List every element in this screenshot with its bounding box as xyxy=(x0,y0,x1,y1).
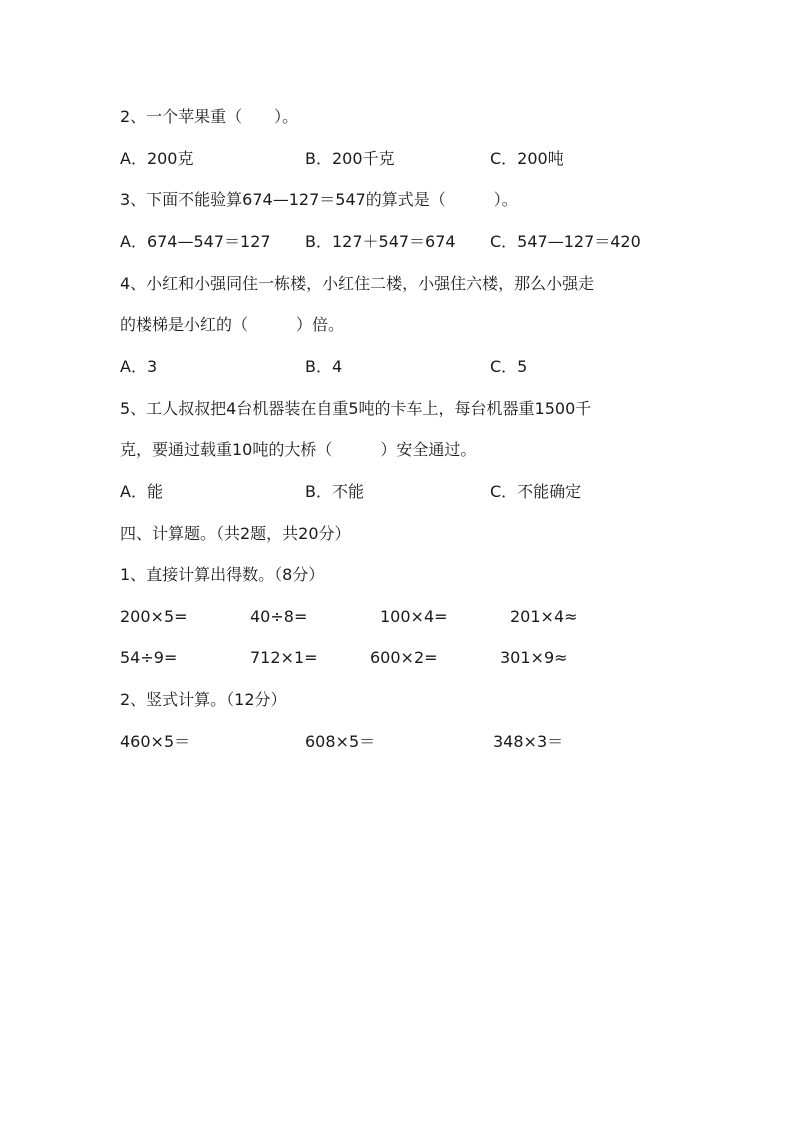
section-4-q2-title: 2、竖式计算。（12分） xyxy=(120,690,287,709)
calc-item: 100×4= xyxy=(380,607,448,626)
question-4-option-b: B．4 xyxy=(305,357,343,376)
question-5-option-a: A．能 xyxy=(120,482,163,501)
section-4-q1-title: 1、直接计算出得数。（8分） xyxy=(120,565,325,584)
calc-item: 600×2= xyxy=(370,648,438,667)
question-4-option-c: C．5 xyxy=(490,357,528,376)
question-4-option-a: A．3 xyxy=(120,357,158,376)
question-5-option-b: B．不能 xyxy=(305,482,364,501)
vertical-calc-item: 348×3＝ xyxy=(493,732,564,751)
question-2-option-a: A．200克 xyxy=(120,149,194,168)
question-2-prompt: 2、一个苹果重（ ）。 xyxy=(120,107,299,126)
question-2-option-c: C．200吨 xyxy=(490,149,564,168)
question-4-prompt-line-1: 4、小红和小强同住一栋楼，小红住二楼，小强住六楼，那么小强走 xyxy=(120,274,595,293)
calc-item: 200×5= xyxy=(120,607,188,626)
question-3-option-a: A．674—547＝127 xyxy=(120,232,271,251)
question-3-prompt: 3、下面不能验算674—127＝547的算式是（ ）。 xyxy=(120,190,518,209)
vertical-calc-item: 608×5＝ xyxy=(305,732,376,751)
question-3-option-c: C．547—127＝420 xyxy=(490,232,641,251)
question-5-prompt-line-2: 克，要通过载重10吨的大桥（ ）安全通过。 xyxy=(120,440,477,459)
question-2-option-b: B．200千克 xyxy=(305,149,395,168)
question-5-prompt-line-1: 5、工人叔叔把4台机器装在自重5吨的卡车上，每台机器重1500千 xyxy=(120,399,592,418)
calc-item: 712×1= xyxy=(250,648,318,667)
calc-item: 40÷8= xyxy=(250,607,308,626)
question-3-option-b: B．127＋547＝674 xyxy=(305,232,456,251)
question-5-option-c: C．不能确定 xyxy=(490,482,582,501)
section-4-title: 四、计算题。（共2题，共20分） xyxy=(120,524,351,543)
calc-item: 54÷9= xyxy=(120,648,178,667)
vertical-calc-item: 460×5＝ xyxy=(120,732,191,751)
question-4-prompt-line-2: 的楼梯是小红的（ ）倍。 xyxy=(120,315,345,334)
calc-item: 301×9≈ xyxy=(500,648,568,667)
calc-item: 201×4≈ xyxy=(510,607,578,626)
